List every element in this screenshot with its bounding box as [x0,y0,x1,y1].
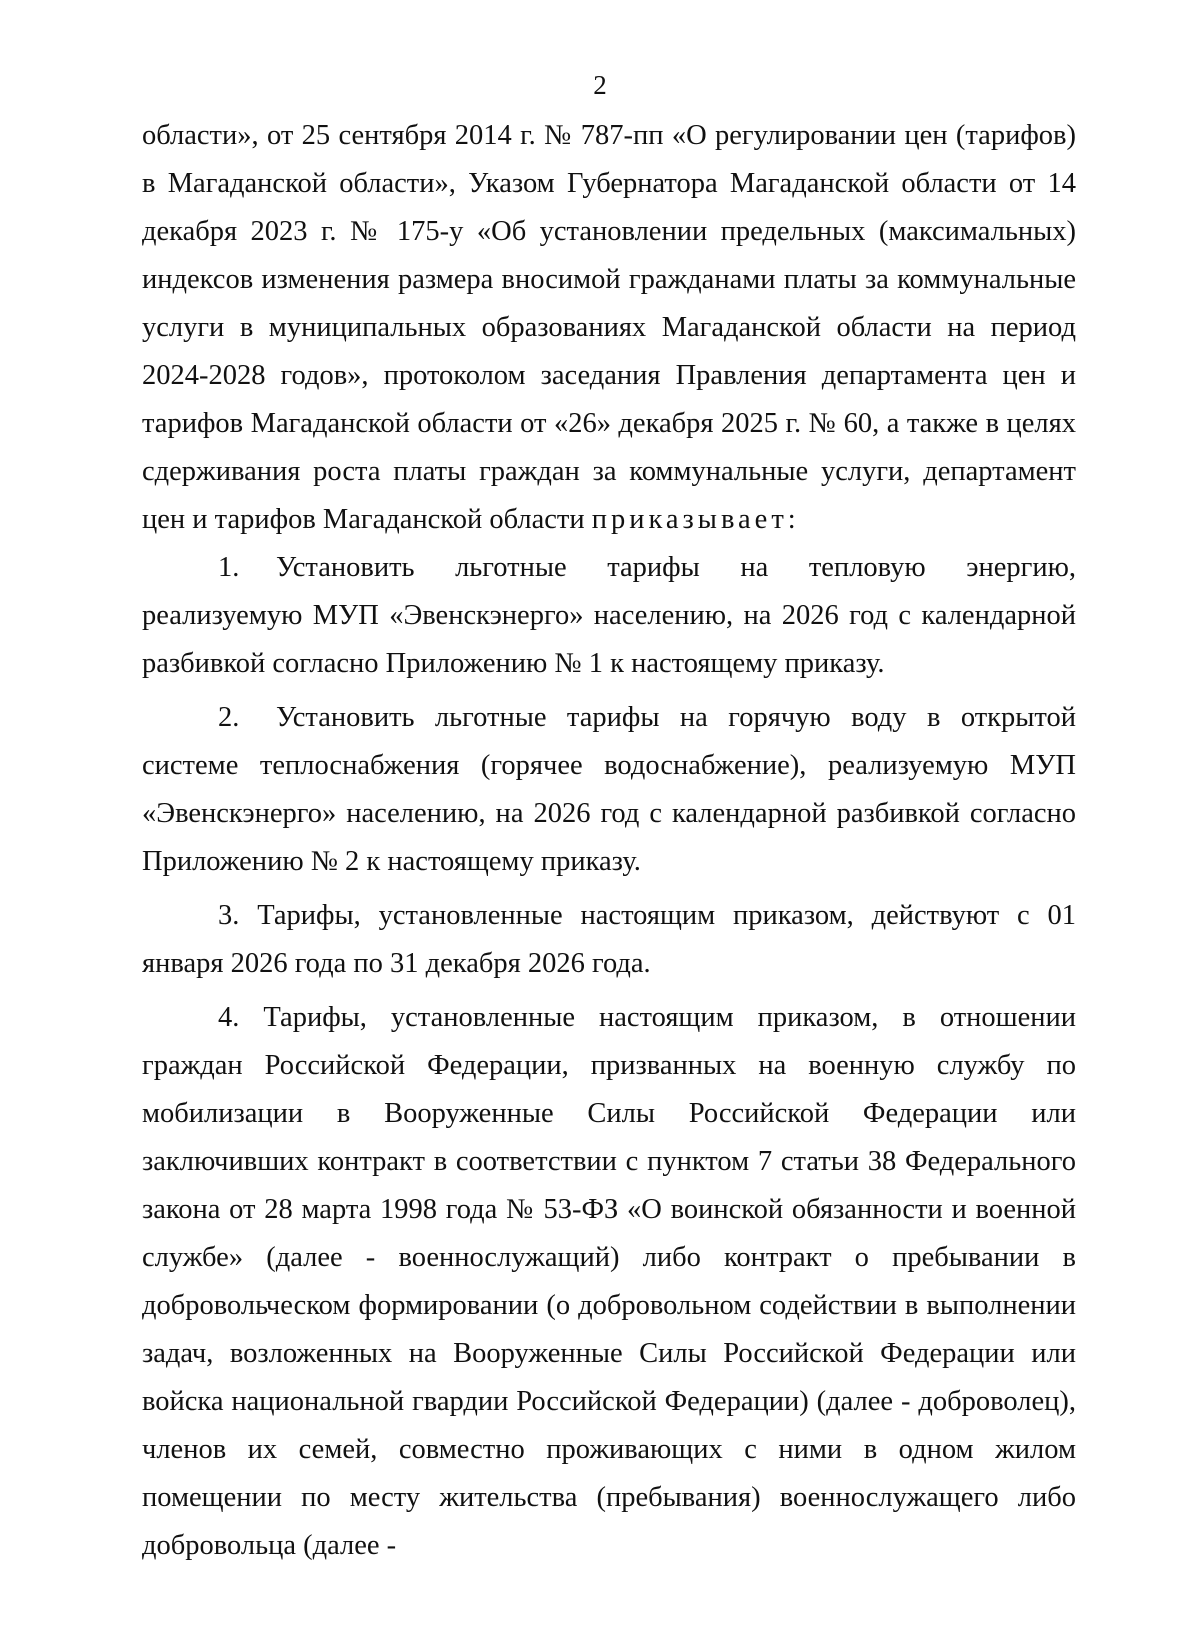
intro-text: области», от 25 сентября 2014 г. № 787-пп «О регулировании цен (тарифов) в Магаданской области», Указом Губернатора Магаданской области от 14 декабря 2023 г. № 175-у «Об установлении предельных (максимальных) индексов изменения размера вносимой гражданами платы за коммунальные услуги в муниципальных образованиях Магаданской области на период 2024-2028 годов», протоколом заседания Правления департамента цен и тарифов Магаданской области от «26» декабря 2025 г. № 60, а также в целях сдерживания роста платы граждан за коммунальные услуги, департамент цен и тарифов Магаданской области [142,120,1076,535]
document-body [142,112,1076,1570]
item-1-number: 1. [218,552,240,583]
intro-paragraph [142,112,1076,544]
item-1-text: Установить льготные тарифы на тепловую энергию, реализуемую МУП «Эвенскэнерго» населению, на 2026 год с календарной разбивкой согласно Приложению № 1 к настоящему приказу. [142,552,1076,679]
item-4-paragraph: 4. Тарифы, установленные настоящим приказом, в отношении граждан Российской Федерации, призванных на военную службу по мобилизации в Вооруженные Силы Российской Федерации или заключивших контракт в соответствии с пунктом 7 статьи 38 Федерального закона от 28 марта 1998 года № 53-ФЗ «О воинской обязанности и военной службе» (далее - военнослужащий) либо контракт о пребывании в добровольческом формировании (о добровольном содействии в выполнении задач, возложенных на Вооруженные Силы Российской Федерации или войска национальной гвардии Российской Федерации) (далее - доброволец), членов их семей, совместно проживающих с ними в одном жилом помещении по месту жительства (пребывания) военнослужащего либо добровольца (далее - [142,1002,1076,1561]
orders-word: приказывает: [591,504,800,535]
item-2-paragraph [142,694,1076,886]
page-number: 2 [593,70,607,100]
item-2-number: 2. [218,702,240,733]
item-3-paragraph: 3. Тарифы, установленные настоящим приказом, действуют с 01 января 2026 года по 31 декабря 2026 года. [142,900,1076,979]
item-2-text: Установить льготные тарифы на горячую воду в открытой системе теплоснабжения (горячее водоснабжение), реализуемую МУП «Эвенскэнерго» населению, на 2026 год с календарной разбивкой согласно Приложению № 2 к настоящему приказу. [142,702,1076,877]
item-1-paragraph [142,544,1076,688]
